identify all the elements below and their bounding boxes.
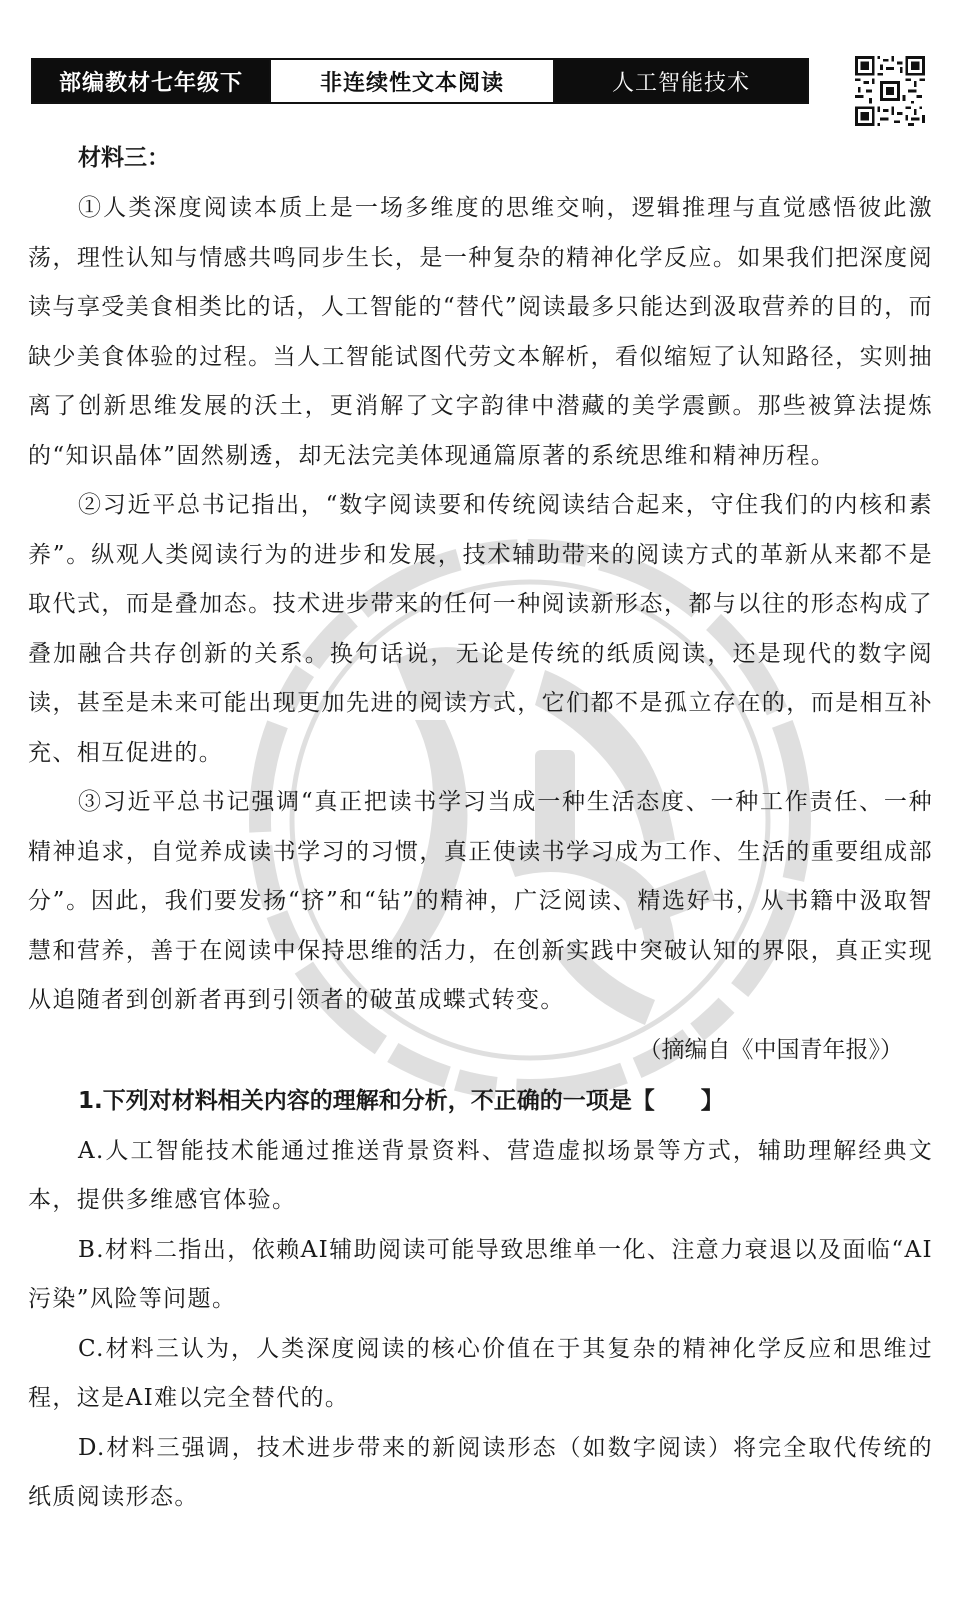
option-c: C.材料三认为，人类深度阅读的核心价值在于其复杂的精神化学反应和思维过程，这是AI难以完全替代的。 (28, 1335, 933, 1411)
qr-code-icon (855, 56, 925, 126)
document-body (28, 132, 933, 1523)
option-d: D.材料三强调，技术进步带来的新阅读形态（如数字阅读）将完全取代传统的纸质阅读形态。 (28, 1434, 933, 1510)
header-section-label: 非连续性文本阅读 (269, 60, 555, 102)
header-textbook-label: 部编教材七年级下 (33, 60, 269, 102)
material-heading: 材料三： (78, 144, 170, 171)
header-bar (31, 58, 809, 104)
option-a: A.人工智能技术能通过推送背景资料、营造虚拟场景等方式，辅助理解经典文本，提供多维感官体验。 (28, 1137, 933, 1213)
material-paragraph-2: ②习近平总书记指出，“数字阅读要和传统阅读结合起来，守住我们的内核和素养”。纵观人类阅读行为的进步和发展，技术辅助带来的阅读方式的革新从来都不是取代式，而是叠加态。技术进步带来的任何一种阅读新形态，都与以往的形态构成了叠加融合共存创新的关系。换句话说，无论是传统的纸质阅读，还是现代的数字阅读，甚至是未来可能出现更加先进的阅读方式，它们都不是孤立存在的，而是相互补充、相互促进的。 (28, 492, 933, 766)
header-topic-label: 人工智能技术 (555, 60, 807, 102)
source-citation: （摘编自《中国青年报》） (638, 1036, 903, 1063)
option-b: B.材料二指出，依赖AI辅助阅读可能导致思维单一化、注意力衰退以及面临“AI污染”风险等问题。 (28, 1236, 933, 1312)
question-stem: 1.下列对材料相关内容的理解和分析，不正确的一项是【 】 (78, 1087, 724, 1114)
material-paragraph-3: ③习近平总书记强调“真正把读书学习当成一种生活态度、一种工作责任、一种精神追求，自觉养成读书学习的习惯，真正使读书学习成为工作、生活的重要组成部分”。因此，我们要发扬“挤”和“钻”的精神，广泛阅读、精选好书，从书籍中汲取智慧和营养，善于在阅读中保持思维的活力，在创新实践中突破认知的界限，真正实现从追随者到创新者再到引领者的破茧成蝶式转变。 (28, 789, 933, 1013)
material-paragraph-1: ①人类深度阅读本质上是一场多维度的思维交响，逻辑推理与直觉感悟彼此激荡，理性认知与情感共鸣同步生长，是一种复杂的精神化学反应。如果我们把深度阅读与享受美食相类比的话，人工智能的“替代”阅读最多只能达到汲取营养的目的，而缺少美食体验的过程。当人工智能试图代劳文本解析，看似缩短了认知路径，实则抽离了创新思维发展的沃土，更消解了文字韵律中潜藏的美学震颤。那些被算法提炼的“知识晶体”固然剔透，却无法完美体现通篇原著的系统思维和精神历程。 (28, 195, 933, 469)
